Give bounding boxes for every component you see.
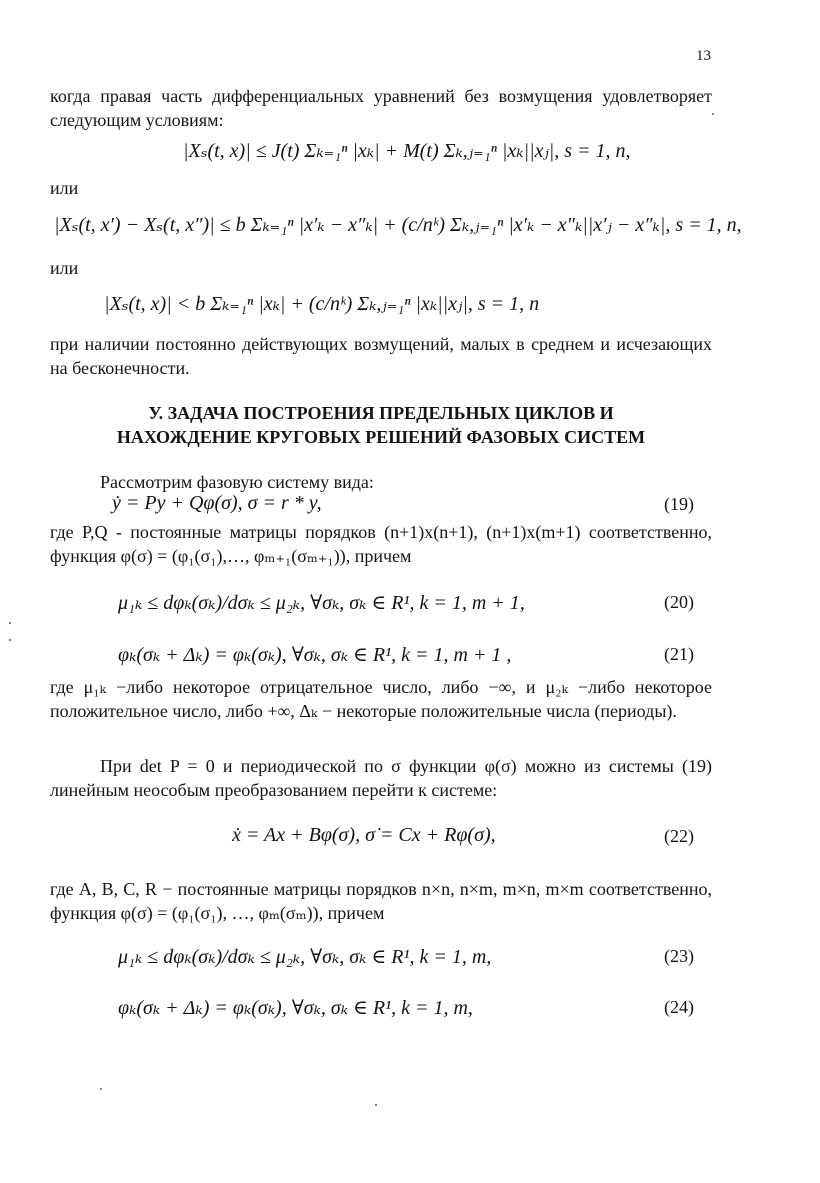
equation-22: ẋ = Ax + Bφ(σ), σ̇ = Cx + Rφ(σ),	[232, 824, 496, 846]
equation-23-number: (23)	[664, 946, 694, 966]
equation-20-number: (20)	[664, 592, 694, 612]
section-heading-line-1: У. ЗАДАЧА ПОСТРОЕНИЯ ПРЕДЕЛЬНЫХ ЦИКЛОВ И	[148, 403, 614, 423]
paragraph-det-p: При det P = 0 и периодической по σ функции φ(σ) можно из системы (19) линейным неособым преобразованием перейти к системе:	[50, 756, 712, 800]
scan-speck	[9, 639, 11, 641]
paragraph-where-mu: где μ₁ₖ −либо некоторое отрицательное число, либо −∞, и μ₂ₖ −либо некоторое положительное число, либо +∞, Δₖ − некоторые положительные числа (периоды).	[50, 677, 712, 721]
equation-condition-2: |Xₛ(t, x′) − Xₛ(t, x″)| ≤ b Σₖ₌₁ⁿ |x′ₖ − x″ₖ| + (c/nᵏ) Σₖ,ⱼ₌₁ⁿ |x′ₖ − x″ₖ||x′ⱼ − x″ₖ|, s = 1, n,	[54, 214, 742, 236]
equation-22-number: (22)	[664, 826, 694, 846]
scan-speck	[712, 113, 714, 115]
section-heading-line-2: НАХОЖДЕНИЕ КРУГОВЫХ РЕШЕНИЙ ФАЗОВЫХ СИСТЕМ	[116, 427, 646, 447]
equation-21-number: (21)	[664, 644, 694, 664]
word-or-1: или	[50, 178, 79, 198]
paragraph-intro: когда правая часть дифференциальных уравнений без возмущения удовлетворяет следующим условиям:	[50, 86, 712, 130]
paragraph-where-abcr: где A, B, C, R − постоянные матрицы порядков n×n, n×m, m×n, m×m соответственно, функция φ(σ) = (φ₁(σ₁), …, φₘ(σₘ)), причем	[50, 879, 712, 923]
paragraph-perturbations: при наличии постоянно действующих возмущений, малых в среднем и исчезающих на бесконечности.	[50, 334, 712, 378]
page-number: 13	[696, 48, 711, 64]
equation-condition-3: |Xₛ(t, x)| < b Σₖ₌₁ⁿ |xₖ| + (c/nᵏ) Σₖ,ⱼ₌₁ⁿ |xₖ||xⱼ|, s = 1, n	[104, 293, 540, 315]
scan-speck	[100, 1088, 102, 1090]
equation-19: ẏ = Py + Qφ(σ), σ = r * y,	[112, 492, 322, 514]
scan-speck	[9, 622, 11, 624]
equation-condition-1: |Xₛ(t, x)| ≤ J(t) Σₖ₌₁ⁿ |xₖ| + M(t) Σₖ,ⱼ₌₁ⁿ |xₖ||xⱼ|, s = 1, n,	[183, 140, 631, 162]
word-or-2: или	[50, 258, 79, 278]
equation-21: φₖ(σₖ + Δₖ) = φₖ(σₖ), ∀σₖ, σₖ ∈ R¹, k = 1, m + 1 ,	[118, 644, 512, 666]
equation-24-number: (24)	[664, 997, 694, 1017]
equation-23: μ₁ₖ ≤ dφₖ(σₖ)/dσₖ ≤ μ₂ₖ, ∀σₖ, σₖ ∈ R¹, k = 1, m,	[118, 946, 492, 968]
paragraph-where-pq: где P,Q - постоянные матрицы порядков (n+1)x(n+1), (n+1)x(m+1) соответственно, функция φ(σ) = (φ₁(σ₁),…, φₘ₊₁(σₘ₊₁)), причем	[50, 522, 712, 566]
equation-24: φₖ(σₖ + Δₖ) = φₖ(σₖ), ∀σₖ, σₖ ∈ R¹, k = 1, m,	[118, 997, 473, 1019]
scan-speck	[375, 1104, 377, 1106]
equation-19-number: (19)	[664, 494, 694, 514]
paragraph-consider: Рассмотрим фазовую систему вида:	[100, 472, 374, 492]
equation-20: μ₁ₖ ≤ dφₖ(σₖ)/dσₖ ≤ μ₂ₖ, ∀σₖ, σₖ ∈ R¹, k = 1, m + 1,	[118, 592, 525, 614]
